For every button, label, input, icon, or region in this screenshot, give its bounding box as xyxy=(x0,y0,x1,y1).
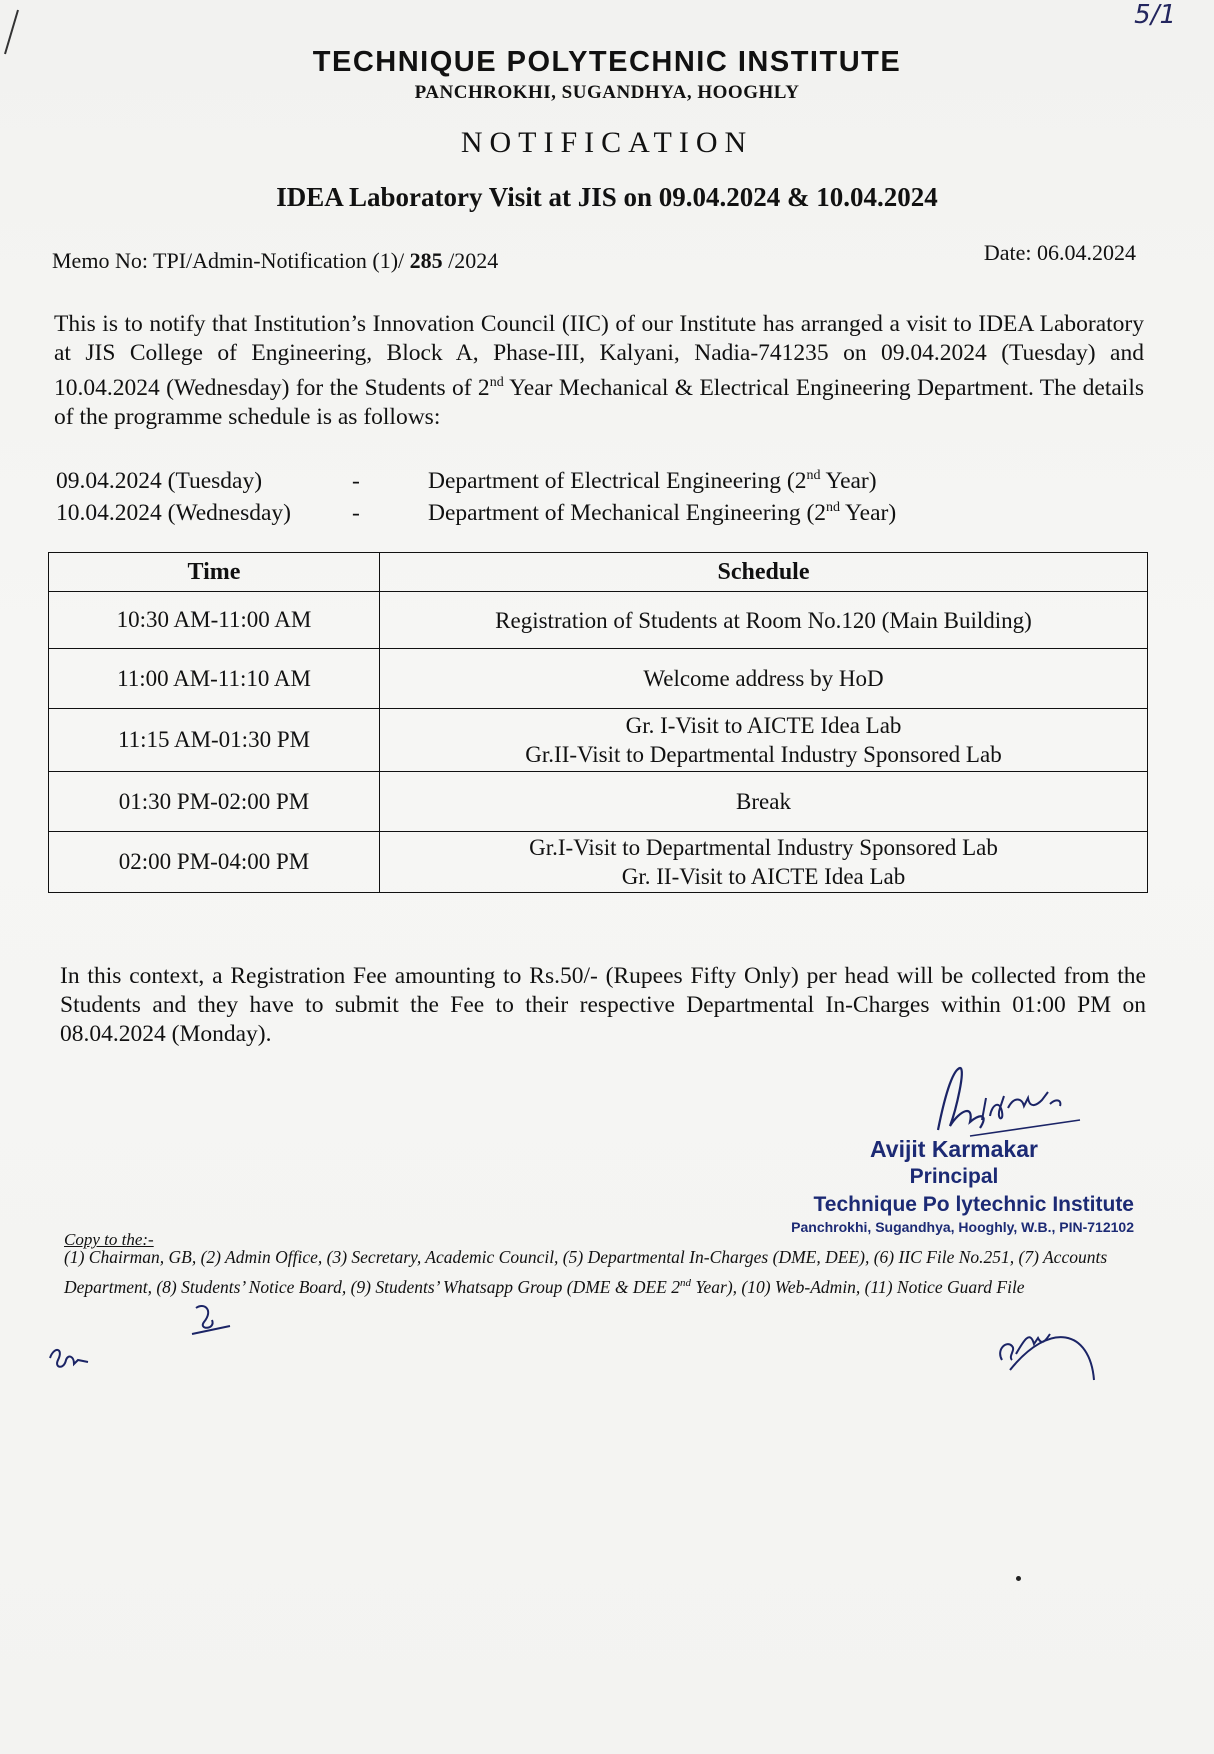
intro-text-1: This is to notify that Institution’s Innovation Council (IIC) of our Institute has arranged a visit to IDEA Laboratory at JIS College of Engineering, Block A, Phase-III, Kalyani, Nadia-741235 on 09.04.2024 (Tuesday) and 10.04.2024 (Wednesday) for the Students of 2 xyxy=(54,311,1144,401)
schedule-cell xyxy=(380,649,1148,709)
schedule-cell xyxy=(380,709,1148,772)
department-tail: Year) xyxy=(820,468,877,494)
table-row xyxy=(49,709,1148,772)
separator-dash: - xyxy=(352,500,360,526)
table-row xyxy=(49,649,1148,709)
department-name xyxy=(428,468,877,495)
signatory-name: Avijit Karmakar xyxy=(870,1136,1038,1162)
memo-suffix: /2024 xyxy=(442,248,499,273)
notification-heading: NOTIFICATION xyxy=(460,126,754,159)
schedule-line: Gr. II-Visit to AICTE Idea Lab xyxy=(621,864,906,889)
copy-to-list xyxy=(64,1244,1156,1300)
department-text: Department of Mechanical Engineering (2 xyxy=(428,500,827,526)
schedule-line: Registration of Students at Room No.120 (Main Building) xyxy=(495,607,1032,633)
copy-to-sup: nd xyxy=(679,1277,691,1289)
memo-number xyxy=(52,248,498,274)
handwritten-initial xyxy=(44,1340,104,1380)
schedule-line: Gr.II-Visit to Departmental Industry Sponsored Lab xyxy=(525,742,1002,767)
department-sup: nd xyxy=(806,468,821,484)
registration-fee-paragraph: In this context, a Registration Fee amounting to Rs.50/- (Rupees Fifty Only) per head will be collected from the Students and they have to submit the Fee to their respective Departmental In-Charges within 01:00 PM on 08.04.2024 (Monday). xyxy=(60,963,1146,1047)
schedule-table xyxy=(48,552,1148,893)
schedule-line: Welcome address by HoD xyxy=(643,666,884,691)
institute-name: TECHNIQUE POLYTECHNIC INSTITUTE xyxy=(312,46,902,78)
department-text: Department of Electrical Engineering (2 xyxy=(428,468,807,494)
table-row xyxy=(49,772,1148,832)
time-cell: 10:30 AM-11:00 AM xyxy=(49,592,380,649)
copy-to-text-2: Year), (10) Web-Admin, (11) Notice Guard File xyxy=(690,1276,1025,1297)
copy-to-label: Copy to the:- xyxy=(64,1230,154,1249)
copy-to-text-1: (1) Chairman, GB, (2) Admin Office, (3) Secretary, Academic Council, (5) Departmental In-Charges (DME, DEE), (6) IIC File No.251, (7) Accounts Department, (8) Students’ Notice Board, (9) Students’ Whatsapp Group (DME & DEE 2 xyxy=(64,1247,1108,1297)
signatory-block xyxy=(774,1136,1134,1235)
institute-address: PANCHROKHI, SUGANDHYA, HOOGHLY xyxy=(414,82,800,103)
ink-dot xyxy=(1016,1576,1021,1581)
time-cell: 02:00 PM-04:00 PM xyxy=(49,832,380,893)
schedule-line: Gr. I-Visit to AICTE Idea Lab xyxy=(625,713,902,738)
separator-dash: - xyxy=(352,468,360,494)
signatory-address: Panchrokhi, Sugandhya, Hooghly, W.B., PIN-712102 xyxy=(791,1219,1134,1235)
schedule-column-header: Schedule xyxy=(380,553,1148,592)
memo-serial: 285 xyxy=(409,248,443,273)
memo-date: Date: 06.04.2024 xyxy=(983,240,1136,265)
department-name xyxy=(428,500,896,527)
schedule-cell xyxy=(380,772,1148,832)
page-number-mark: 5/1 xyxy=(1134,0,1176,30)
time-cell: 11:00 AM-11:10 AM xyxy=(49,649,380,709)
visit-date: 10.04.2024 (Wednesday) xyxy=(56,500,292,526)
schedule-cell xyxy=(380,592,1148,649)
time-cell: 01:30 PM-02:00 PM xyxy=(49,772,380,832)
time-cell: 11:15 AM-01:30 PM xyxy=(49,709,380,772)
department-sup: nd xyxy=(826,500,841,516)
time-column-header: Time xyxy=(49,553,380,592)
handwritten-initial xyxy=(186,1300,236,1340)
table-header-row xyxy=(49,553,1148,592)
signatory-title: Principal xyxy=(909,1165,999,1188)
table-row xyxy=(49,592,1148,649)
schedule-cell xyxy=(380,832,1148,893)
department-tail: Year) xyxy=(840,500,897,526)
notification-subject: IDEA Laboratory Visit at JIS on 09.04.2024 & 10.04.2024 xyxy=(276,182,938,212)
memo-prefix: Memo No: TPI/Admin-Notification (1)/ xyxy=(52,248,410,273)
intro-paragraph xyxy=(54,310,1144,432)
schedule-line: Gr.I-Visit to Departmental Industry Sponsored Lab xyxy=(529,835,998,860)
signatory-institute: Technique Po lytechnic Institute xyxy=(813,1193,1134,1216)
visit-date: 09.04.2024 (Tuesday) xyxy=(56,468,263,494)
handwritten-initial xyxy=(990,1310,1100,1390)
intro-sup: nd xyxy=(489,375,504,390)
table-row xyxy=(49,832,1148,893)
schedule-line: Break xyxy=(736,789,791,814)
intro-text-2: Year Mechanical & Electrical Engineering Department. The details of the programme schedule is as follows: xyxy=(54,374,1144,430)
